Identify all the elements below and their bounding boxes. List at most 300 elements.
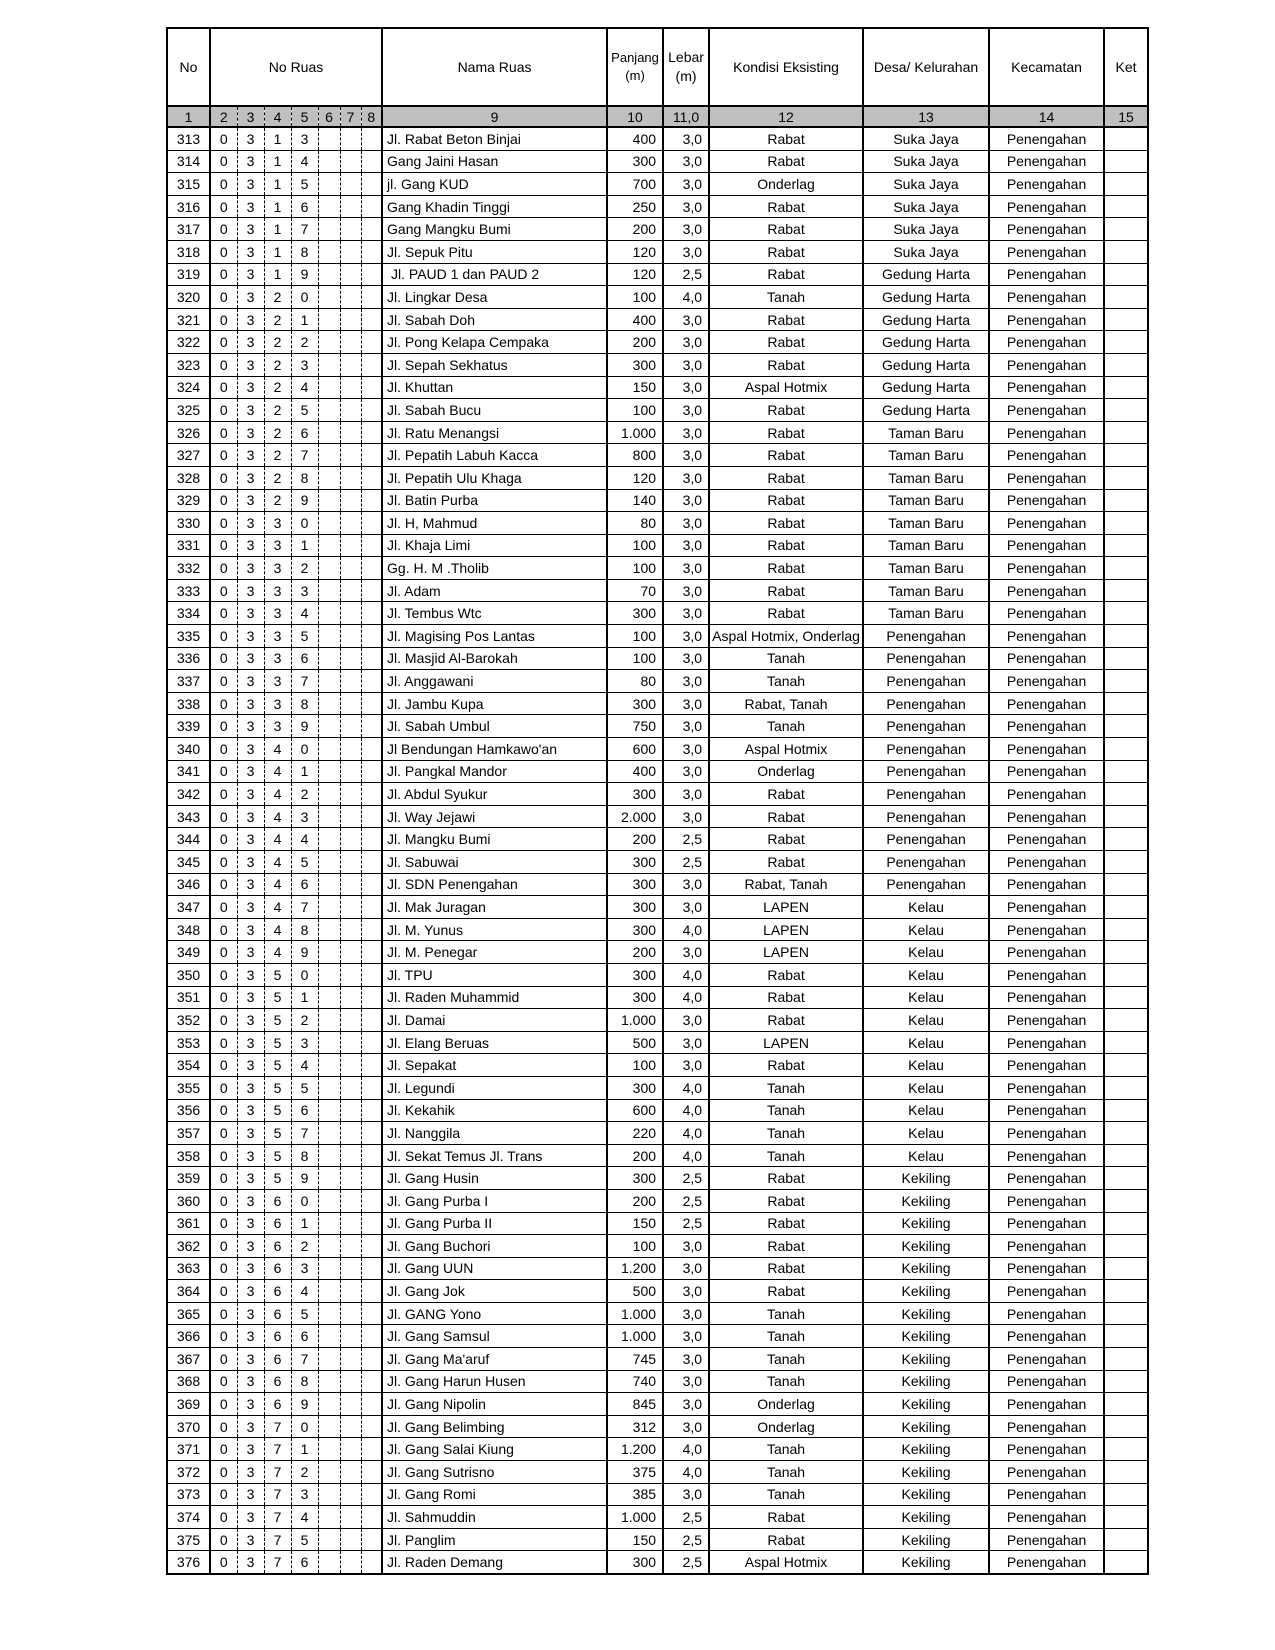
cell-kecamatan: Penengahan <box>989 1076 1104 1099</box>
cell-no: 319 <box>167 263 210 286</box>
cell-ruas-digit <box>318 1551 340 1574</box>
cell-panjang: 300 <box>607 783 663 806</box>
cell-ruas-digit <box>340 715 361 738</box>
cell-kecamatan: Penengahan <box>989 715 1104 738</box>
cell-kecamatan: Penengahan <box>989 173 1104 196</box>
cell-desa: Gedung Harta <box>863 331 989 354</box>
cell-ruas-digit: 3 <box>237 127 264 150</box>
table-row <box>167 1280 1148 1303</box>
cell-ruas-digit <box>340 195 361 218</box>
cell-kecamatan: Penengahan <box>989 805 1104 828</box>
cell-ruas-digit <box>361 647 382 670</box>
cell-no: 328 <box>167 466 210 489</box>
cell-nama-ruas: Jl. Anggawani <box>382 670 607 693</box>
cell-desa: Taman Baru <box>863 466 989 489</box>
cell-ruas-digit: 0 <box>210 963 237 986</box>
cell-ruas-digit: 7 <box>291 896 318 919</box>
table-row <box>167 873 1148 896</box>
cell-ruas-digit: 5 <box>264 1122 291 1145</box>
cell-ruas-digit: 5 <box>291 625 318 648</box>
cell-panjang: 300 <box>607 353 663 376</box>
cell-desa: Penengahan <box>863 760 989 783</box>
cell-desa: Kekiling <box>863 1506 989 1529</box>
cell-ket <box>1104 1438 1148 1461</box>
cell-ruas-digit <box>340 873 361 896</box>
cell-ruas-digit <box>361 512 382 535</box>
cell-ruas-digit: 0 <box>210 986 237 1009</box>
cell-panjang: 300 <box>607 1076 663 1099</box>
cell-nama-ruas: Jl. Sabuwai <box>382 851 607 874</box>
cell-ruas-digit: 3 <box>237 1009 264 1032</box>
cell-kecamatan: Penengahan <box>989 1099 1104 1122</box>
cell-lebar: 3,0 <box>663 1009 709 1032</box>
cell-nama-ruas: Jl. Sabah Bucu <box>382 399 607 422</box>
cell-nama-ruas: Jl. Damai <box>382 1009 607 1032</box>
cell-no: 355 <box>167 1076 210 1099</box>
cell-nama-ruas: Jl. Way Jejawi <box>382 805 607 828</box>
cell-kecamatan: Penengahan <box>989 127 1104 150</box>
cell-desa: Suka Jaya <box>863 240 989 263</box>
table-row <box>167 1212 1148 1235</box>
cell-desa: Taman Baru <box>863 489 989 512</box>
cell-ruas-digit <box>318 692 340 715</box>
cell-ruas-digit <box>361 444 382 467</box>
cell-ruas-digit: 0 <box>210 1528 237 1551</box>
cell-ruas-digit: 6 <box>291 1551 318 1574</box>
cell-ruas-digit <box>361 376 382 399</box>
cell-no: 334 <box>167 602 210 625</box>
cell-ruas-digit <box>340 1393 361 1416</box>
cell-kecamatan: Penengahan <box>989 625 1104 648</box>
cell-no: 366 <box>167 1325 210 1348</box>
cell-ruas-digit: 5 <box>264 1144 291 1167</box>
cell-ruas-digit: 0 <box>210 783 237 806</box>
cell-ruas-digit: 0 <box>210 1054 237 1077</box>
cell-ruas-digit <box>340 512 361 535</box>
cell-kecamatan: Penengahan <box>989 466 1104 489</box>
cell-ruas-digit: 3 <box>237 1370 264 1393</box>
cell-ruas-digit: 7 <box>264 1415 291 1438</box>
cell-ruas-digit <box>361 1348 382 1371</box>
cell-panjang: 300 <box>607 896 663 919</box>
cell-panjang: 140 <box>607 489 663 512</box>
cell-nama-ruas: Jl. Sekat Temus Jl. Trans <box>382 1144 607 1167</box>
cell-kondisi: Tanah <box>709 1144 863 1167</box>
cell-ruas-digit: 3 <box>237 1257 264 1280</box>
cell-desa: Gedung Harta <box>863 308 989 331</box>
cell-panjang: 300 <box>607 692 663 715</box>
cell-ruas-digit <box>318 963 340 986</box>
header-nama-ruas: Nama Ruas <box>382 28 607 106</box>
cell-lebar: 3,0 <box>663 625 709 648</box>
cell-nama-ruas: Jl. Tembus Wtc <box>382 602 607 625</box>
cell-ruas-digit <box>340 173 361 196</box>
cell-no: 368 <box>167 1370 210 1393</box>
table-row <box>167 421 1148 444</box>
cell-lebar: 3,0 <box>663 173 709 196</box>
cell-kondisi: LAPEN <box>709 1031 863 1054</box>
cell-ruas-digit <box>340 444 361 467</box>
cell-ruas-digit <box>340 963 361 986</box>
cell-ruas-digit <box>318 444 340 467</box>
cell-lebar: 3,0 <box>663 534 709 557</box>
cell-ruas-digit <box>318 1528 340 1551</box>
cell-lebar: 3,0 <box>663 1280 709 1303</box>
cell-ruas-digit <box>318 918 340 941</box>
cell-ruas-digit: 3 <box>237 805 264 828</box>
cell-kondisi: Tanah <box>709 1370 863 1393</box>
cell-panjang: 250 <box>607 195 663 218</box>
cell-ruas-digit: 1 <box>291 760 318 783</box>
cell-ruas-digit <box>340 286 361 309</box>
cell-ruas-digit <box>318 1393 340 1416</box>
cell-desa: Taman Baru <box>863 557 989 580</box>
cell-ket <box>1104 1076 1148 1099</box>
cell-kecamatan: Penengahan <box>989 851 1104 874</box>
cell-ruas-digit: 1 <box>264 218 291 241</box>
cell-lebar: 3,0 <box>663 783 709 806</box>
cell-ruas-digit <box>318 1483 340 1506</box>
cell-ruas-digit: 0 <box>210 1302 237 1325</box>
cell-panjang: 200 <box>607 331 663 354</box>
header-panjang <box>607 28 663 106</box>
cell-ket <box>1104 1009 1148 1032</box>
cell-lebar: 4,0 <box>663 918 709 941</box>
cell-ruas-digit: 0 <box>210 557 237 580</box>
cell-nama-ruas: Jl. Jambu Kupa <box>382 692 607 715</box>
cell-kecamatan: Penengahan <box>989 1235 1104 1258</box>
cell-nama-ruas: Jl. Masjid Al-Barokah <box>382 647 607 670</box>
cell-ruas-digit <box>340 1280 361 1303</box>
cell-desa: Taman Baru <box>863 579 989 602</box>
cell-ket <box>1104 1257 1148 1280</box>
cell-ket <box>1104 173 1148 196</box>
cell-ruas-digit: 0 <box>210 1076 237 1099</box>
cell-ruas-digit <box>361 1415 382 1438</box>
cell-panjang: 300 <box>607 1167 663 1190</box>
cell-ruas-digit <box>340 127 361 150</box>
cell-nama-ruas: Jl. Pepatih Ulu Khaga <box>382 466 607 489</box>
cell-ruas-digit <box>361 1393 382 1416</box>
cell-kondisi: Tanah <box>709 1483 863 1506</box>
cell-ket <box>1104 218 1148 241</box>
cell-lebar: 3,0 <box>663 579 709 602</box>
cell-ruas-digit: 3 <box>237 308 264 331</box>
cell-ruas-digit <box>340 1122 361 1145</box>
table-row <box>167 805 1148 828</box>
cell-panjang: 150 <box>607 1212 663 1235</box>
cell-panjang: 100 <box>607 1054 663 1077</box>
cell-ruas-digit: 6 <box>291 647 318 670</box>
cell-panjang: 300 <box>607 986 663 1009</box>
cell-kecamatan: Penengahan <box>989 670 1104 693</box>
cell-nama-ruas: Jl. Gang Romi <box>382 1483 607 1506</box>
cell-panjang: 300 <box>607 150 663 173</box>
cell-kecamatan: Penengahan <box>989 1144 1104 1167</box>
cell-kecamatan: Penengahan <box>989 963 1104 986</box>
header-desa: Desa/ Kelurahan <box>863 28 989 106</box>
cell-panjang: 1.000 <box>607 421 663 444</box>
cell-nama-ruas: Jl. Lingkar Desa <box>382 286 607 309</box>
table-row <box>167 1099 1148 1122</box>
cell-ket <box>1104 1054 1148 1077</box>
table-row <box>167 579 1148 602</box>
cell-lebar: 2,5 <box>663 828 709 851</box>
cell-panjang: 400 <box>607 127 663 150</box>
cell-ruas-digit <box>361 353 382 376</box>
cell-kondisi: Rabat <box>709 1528 863 1551</box>
cell-ruas-digit <box>340 534 361 557</box>
cell-ruas-digit: 3 <box>291 579 318 602</box>
cell-no: 375 <box>167 1528 210 1551</box>
table-row <box>167 218 1148 241</box>
cell-ruas-digit: 1 <box>291 986 318 1009</box>
cell-ruas-digit <box>318 195 340 218</box>
cell-ruas-digit: 0 <box>210 1212 237 1235</box>
cell-ruas-digit: 2 <box>291 331 318 354</box>
cell-kecamatan: Penengahan <box>989 738 1104 761</box>
cell-ruas-digit: 0 <box>210 195 237 218</box>
cell-ruas-digit: 3 <box>237 1144 264 1167</box>
cell-ruas-digit <box>318 896 340 919</box>
cell-ket <box>1104 195 1148 218</box>
cell-lebar: 3,0 <box>663 444 709 467</box>
cell-nama-ruas: Jl. Gang Husin <box>382 1167 607 1190</box>
cell-nama-ruas: Jl. Mangku Bumi <box>382 828 607 851</box>
cell-nama-ruas: Jl. Sabah Doh <box>382 308 607 331</box>
cell-ruas-digit: 8 <box>291 918 318 941</box>
cell-ruas-digit: 3 <box>291 1031 318 1054</box>
cell-lebar: 3,0 <box>663 1348 709 1371</box>
cell-desa: Kelau <box>863 1031 989 1054</box>
cell-ruas-digit <box>340 647 361 670</box>
cell-ruas-digit: 0 <box>210 1009 237 1032</box>
cell-ruas-digit: 4 <box>291 602 318 625</box>
cell-ruas-digit <box>361 1212 382 1235</box>
cell-ruas-digit <box>318 1280 340 1303</box>
cell-ruas-digit: 1 <box>291 308 318 331</box>
table-row <box>167 1551 1148 1574</box>
cell-desa: Kekiling <box>863 1167 989 1190</box>
cell-lebar: 4,0 <box>663 286 709 309</box>
cell-ruas-digit: 2 <box>291 783 318 806</box>
cell-panjang: 500 <box>607 1280 663 1303</box>
cell-ruas-digit: 0 <box>210 760 237 783</box>
cell-ruas-digit: 3 <box>237 715 264 738</box>
cell-lebar: 3,0 <box>663 195 709 218</box>
cell-ruas-digit <box>318 738 340 761</box>
cell-ruas-digit <box>340 331 361 354</box>
cell-kecamatan: Penengahan <box>989 1415 1104 1438</box>
cell-kecamatan: Penengahan <box>989 760 1104 783</box>
cell-no: 359 <box>167 1167 210 1190</box>
cell-nama-ruas: Jl. Kekahik <box>382 1099 607 1122</box>
cell-lebar: 3,0 <box>663 308 709 331</box>
cell-ruas-digit: 3 <box>237 195 264 218</box>
cell-ruas-digit <box>340 986 361 1009</box>
cell-ruas-digit: 7 <box>264 1528 291 1551</box>
cell-nama-ruas: Jl. Sahmuddin <box>382 1506 607 1529</box>
cell-kecamatan: Penengahan <box>989 150 1104 173</box>
cell-ruas-digit: 6 <box>264 1257 291 1280</box>
cell-ruas-digit <box>318 1302 340 1325</box>
cell-ruas-digit: 2 <box>291 1235 318 1258</box>
cell-ruas-digit: 0 <box>210 399 237 422</box>
cell-ruas-digit: 4 <box>291 1506 318 1529</box>
cell-ruas-digit: 4 <box>264 873 291 896</box>
cell-ruas-digit: 3 <box>237 1506 264 1529</box>
cell-kecamatan: Penengahan <box>989 353 1104 376</box>
cell-panjang: 500 <box>607 1031 663 1054</box>
cell-kondisi: Rabat <box>709 127 863 150</box>
cell-desa: Penengahan <box>863 625 989 648</box>
cell-no: 329 <box>167 489 210 512</box>
cell-kondisi: Rabat <box>709 489 863 512</box>
cell-ruas-digit <box>340 1189 361 1212</box>
cell-kondisi: Onderlag <box>709 173 863 196</box>
cell-ruas-digit <box>318 263 340 286</box>
cell-ruas-digit: 2 <box>291 557 318 580</box>
cell-ruas-digit: 4 <box>264 760 291 783</box>
cell-ruas-digit: 4 <box>291 1280 318 1303</box>
cell-ket <box>1104 286 1148 309</box>
cell-lebar: 3,0 <box>663 1370 709 1393</box>
table-row <box>167 738 1148 761</box>
cell-ruas-digit: 3 <box>237 1528 264 1551</box>
cell-ruas-digit <box>361 489 382 512</box>
cell-ruas-digit: 5 <box>291 851 318 874</box>
cell-ruas-digit <box>361 963 382 986</box>
cell-kondisi: Rabat <box>709 805 863 828</box>
cell-ruas-digit: 7 <box>291 1348 318 1371</box>
column-number: 13 <box>863 106 989 127</box>
cell-ruas-digit <box>361 1054 382 1077</box>
cell-ruas-digit: 7 <box>291 670 318 693</box>
cell-ruas-digit: 0 <box>210 738 237 761</box>
cell-lebar: 4,0 <box>663 1122 709 1145</box>
header-no: No <box>167 28 210 106</box>
cell-lebar: 3,0 <box>663 738 709 761</box>
cell-nama-ruas: Jl. Gang Sutrisno <box>382 1461 607 1484</box>
cell-ket <box>1104 1122 1148 1145</box>
cell-nama-ruas: Jl. Khuttan <box>382 376 607 399</box>
cell-nama-ruas: Gang Khadin Tinggi <box>382 195 607 218</box>
cell-desa: Taman Baru <box>863 534 989 557</box>
cell-ruas-digit <box>318 1009 340 1032</box>
table-row <box>167 1009 1148 1032</box>
cell-ruas-digit: 3 <box>237 240 264 263</box>
cell-nama-ruas: Jl. Gang Buchori <box>382 1235 607 1258</box>
cell-ruas-digit <box>318 376 340 399</box>
table-row <box>167 1506 1148 1529</box>
cell-ruas-digit <box>361 1370 382 1393</box>
cell-no: 357 <box>167 1122 210 1145</box>
cell-panjang: 100 <box>607 286 663 309</box>
cell-ruas-digit: 3 <box>237 1438 264 1461</box>
cell-kondisi: Tanah <box>709 286 863 309</box>
cell-kecamatan: Penengahan <box>989 1212 1104 1235</box>
cell-ruas-digit: 3 <box>237 647 264 670</box>
cell-ket <box>1104 1235 1148 1258</box>
cell-ruas-digit: 3 <box>264 647 291 670</box>
cell-ruas-digit: 3 <box>237 625 264 648</box>
cell-lebar: 3,0 <box>663 1325 709 1348</box>
cell-ruas-digit: 3 <box>291 1483 318 1506</box>
cell-no: 358 <box>167 1144 210 1167</box>
cell-ruas-digit: 3 <box>237 173 264 196</box>
cell-ket <box>1104 353 1148 376</box>
cell-ruas-digit: 0 <box>210 1099 237 1122</box>
cell-ruas-digit <box>340 1438 361 1461</box>
cell-ruas-digit: 6 <box>264 1235 291 1258</box>
cell-ruas-digit <box>361 1325 382 1348</box>
cell-desa: Suka Jaya <box>863 127 989 150</box>
cell-kondisi: Tanah <box>709 1076 863 1099</box>
cell-ket <box>1104 1189 1148 1212</box>
cell-kondisi: Rabat <box>709 218 863 241</box>
cell-ruas-digit: 5 <box>264 1076 291 1099</box>
cell-ket <box>1104 941 1148 964</box>
cell-ruas-digit: 6 <box>264 1189 291 1212</box>
column-number: 6 <box>318 106 340 127</box>
cell-panjang: 400 <box>607 760 663 783</box>
header-panjang-label: Panjang <box>611 50 659 66</box>
cell-ruas-digit <box>361 1461 382 1484</box>
cell-panjang: 300 <box>607 851 663 874</box>
cell-ruas-digit <box>361 1189 382 1212</box>
cell-panjang: 70 <box>607 579 663 602</box>
cell-ruas-digit: 0 <box>210 647 237 670</box>
cell-lebar: 2,5 <box>663 263 709 286</box>
cell-panjang: 740 <box>607 1370 663 1393</box>
cell-ruas-digit: 3 <box>237 851 264 874</box>
cell-ruas-digit: 3 <box>264 670 291 693</box>
cell-ruas-digit: 0 <box>291 512 318 535</box>
cell-no: 317 <box>167 218 210 241</box>
cell-no: 352 <box>167 1009 210 1032</box>
cell-ruas-digit: 3 <box>237 353 264 376</box>
cell-ket <box>1104 1099 1148 1122</box>
cell-lebar: 3,0 <box>663 1235 709 1258</box>
cell-ruas-digit <box>340 399 361 422</box>
cell-no: 322 <box>167 331 210 354</box>
cell-nama-ruas: Jl. Magising Pos Lantas <box>382 625 607 648</box>
cell-panjang: 600 <box>607 738 663 761</box>
cell-ket <box>1104 1212 1148 1235</box>
cell-lebar: 3,0 <box>663 331 709 354</box>
cell-ruas-digit: 3 <box>237 557 264 580</box>
cell-ket <box>1104 1506 1148 1529</box>
cell-nama-ruas: Jl. Gang Purba I <box>382 1189 607 1212</box>
cell-ruas-digit <box>340 421 361 444</box>
cell-ruas-digit: 0 <box>210 534 237 557</box>
cell-ruas-digit: 2 <box>291 1009 318 1032</box>
header-kecamatan: Kecamatan <box>989 28 1104 106</box>
cell-kondisi: Rabat <box>709 466 863 489</box>
cell-no: 376 <box>167 1551 210 1574</box>
cell-ruas-digit <box>318 150 340 173</box>
table-row <box>167 399 1148 422</box>
table-row <box>167 240 1148 263</box>
cell-ruas-digit: 8 <box>291 692 318 715</box>
cell-ruas-digit: 3 <box>237 218 264 241</box>
cell-desa: Penengahan <box>863 783 989 806</box>
cell-ruas-digit <box>318 218 340 241</box>
cell-no: 347 <box>167 896 210 919</box>
cell-no: 351 <box>167 986 210 1009</box>
cell-ket <box>1104 1551 1148 1574</box>
cell-ket <box>1104 1415 1148 1438</box>
